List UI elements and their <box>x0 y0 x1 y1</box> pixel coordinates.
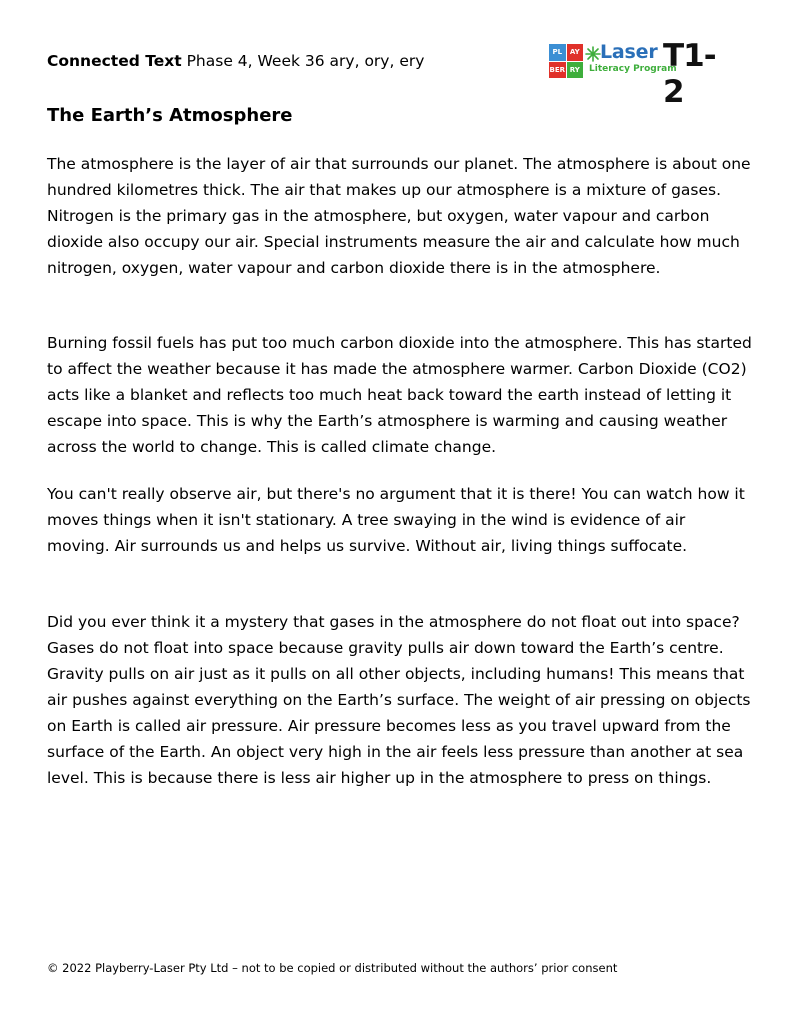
playberry-logo-grid <box>549 44 583 78</box>
header-title-bold: Connected Text <box>47 52 182 70</box>
starburst-icon <box>585 46 601 62</box>
paragraph: You can't really observe air, but there's no argument that it is there! You can watch how it moves things when it isn't stationary. A tree swaying in the wind is evidence of air moving. Air surrounds us and helps us survive. Without air, living things suffocate. <box>47 485 745 555</box>
header-title-rest: Phase 4, Week 36 ary, ory, ery <box>181 52 425 70</box>
paragraph: The atmosphere is the layer of air that surrounds our planet. The atmosphere is about one hundred kilometres thick. The air that makes up our atmosphere is a mixture of gases. Nitrogen is the primary gas in the atmosphere, but oxygen, water vapour and carbon dioxide also occupy our air. Special instruments measure the air and calculate how much nitrogen, oxygen, water vapour and carbon dioxide there is in the atmosphere. <box>47 155 751 277</box>
copyright-footer: © 2022 Playberry-Laser Pty Ltd – not to be copied or distributed without the authors’ prior consent <box>47 961 618 975</box>
logo-cell: RY <box>567 62 584 79</box>
logo-cell: BER <box>549 62 566 79</box>
paragraph: Did you ever think it a mystery that gases in the atmosphere do not float out into space? Gases do not float into space because gravity pulls air down toward the Earth’s centre. Gravity pulls on air just as it pulls on all other objects, including humans! This means that air pushes against everything on the Earth’s surface. The weight of air pressing on objects on Earth is called air pressure. Air pressure becomes less as you travel upward from the surface of the Earth. An object very high in the air feels less pressure than another at sea level. This is because there is less air higher up in the atmosphere to press on things. <box>47 613 751 787</box>
logo-level: T1-2 <box>663 38 716 110</box>
header-title <box>47 52 424 70</box>
logo-cell: AY <box>567 44 584 61</box>
laser-literacy-logo <box>549 38 735 110</box>
logo-word: Laser <box>600 41 658 63</box>
paragraph: Burning fossil fuels has put too much carbon dioxide into the atmosphere. This has started to affect the weather because it has made the atmosphere warmer. Carbon Dioxide (CO2) acts like a blanket and reflects too much heat back toward the earth instead of letting it escape into space. This is why the Earth’s atmosphere is warming and causing weather across the world to change. This is called climate change. <box>47 334 752 456</box>
document-title: The Earth’s Atmosphere <box>47 105 293 126</box>
page-header <box>47 38 747 110</box>
logo-subtitle: Literacy Program <box>589 64 677 74</box>
logo-cell: PL <box>549 44 566 61</box>
